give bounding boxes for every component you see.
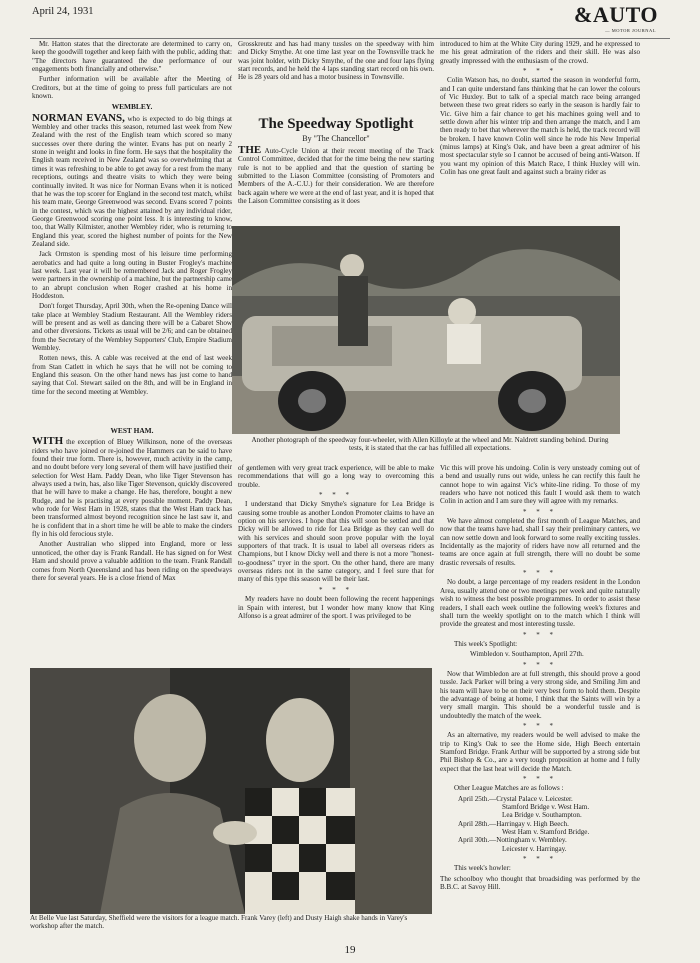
belle-vue-photo-illustration [30, 668, 432, 914]
paragraph: Rotten news, this. A cable was received at the end of last week from Stan Catlett in which he says that he will not be coming to England this season. On the other hand news has just come to hand saying that Col. Stewart sailed on the 8th, and will be in England in time for the second meeting at Wembley. [32, 354, 232, 396]
dropcap-text: WITH [32, 435, 64, 448]
paragraph: As an alternative, my readers would be well advised to make the trip to King's Oak to see the Home side, High Beech entertain Stamford Bridge. Frank Arthur will be supported by a strong side but Phil Bishop & Co., are a very tough proposition at home and I fully expect that the last heat will decide the Match. [440, 731, 640, 773]
column-spotlight-top [440, 40, 640, 224]
paragraph: Mr. Hatton states that the directorate are determined to carry on, keep the goodwill together and keep faith with the public, adding that: "The directors have guaranteed the due performance of our engagements both financially and otherwise." [32, 40, 232, 74]
header-rule [30, 38, 670, 39]
paragraph: introduced to him at the White City during 1929, and he expressed to me his great admiration of the riders and their skill. He was also greatly impressed with the enthusiasm of the crowd. [440, 40, 640, 65]
paragraph: I understand that Dicky Smythe's signature for Lea Bridge is causing some trouble as another London Promoter claims to have an option on his services. I hope that this will soon be settled and that Dicky will be allowed to ride for Lea Bridge as they can well do with his services and should soon prove popular with the loyal supporters of that track. It is usual to label all overseas riders as Champions, but I know Dicky well and there is not a more "honest-to-goodness" tryer in the sport. On the other hand, there are many overseas riders not in the same category, and I feel sure that for many of this type this season will be their last. [238, 500, 434, 584]
photo-caption-belle-vue: At Belle Vue last Saturday, Sheffield were the visitors for a league match. Frank Varey (left) and Dusty Haigh shake hands in Varey's workshop after the match. [30, 914, 408, 931]
section-separator: * * * [523, 855, 557, 864]
section-separator: * * * [319, 491, 353, 500]
section-separator: * * * [523, 721, 557, 730]
column-spotlight-bottom [440, 464, 640, 939]
column-west-ham [32, 424, 232, 649]
howler-heading: This week's howler: [454, 864, 511, 873]
paragraph: WITH the exception of Bluey Wilkinson, none of the overseas riders who have joined or re-joined the Hammers can be said to have found their true form. There is, however, much activity in the camp, and no doubt before very long several of them will have justified their selection for West Ham. Paddy Dean, who like Tiger Stevenson has always used a twin, has, also like Tiger Stevenson, quickly discovered that he will have to make a change. He has, therefore, bought a new Rudge, and he is practising at every possible moment. Paddy Dean, who rode for West Ham in 1928, states that the West Ham track has been transformed almost beyond recognition since he last saw it, and he is confident that in a short time he will be able to make the cinders fly in his old ferocious style. [32, 435, 232, 539]
section-separator: * * * [523, 569, 557, 578]
photo-caption-car: Another photograph of the speedway four-wheeler, with Allen Killoyle at the wheel and Mr. Naldrett standing behind. During tests, it is stated that the car has fulfilled all expectations. [251, 436, 609, 453]
paragraph: Jack Ormston is spending most of his leisure time performing aerobatics and had quite a long outing in Buster Frogley's machine last week. Last year it will be remembered Jack and Roger Frogley were partners in the ownership of a machine, but the partnership came to an abrupt conclusion when Roger crashed at his home in Hoddeston. [32, 250, 232, 300]
issue-date: April 24, 1931 [32, 6, 94, 17]
dropcap-text: NORMAN EVANS, [32, 111, 125, 124]
fixtures-heading: Other League Matches are as follows : [454, 784, 564, 793]
section-separator: * * * [523, 775, 557, 784]
page-number: 19 [344, 944, 356, 956]
spotlight-match: Wimbledon v. Southampton, April 27th. [470, 650, 584, 659]
paragraph: We have almost completed the first month of League Matches, and now that the teams have had, shall I say their preliminary canters, we can now settle down and look forward to some really exciting tussles. Incidentally as the majority of riders have now all returned and the teams are once again at full strength, there will no doubt be some drastic reversals of results. [440, 517, 640, 567]
paragraph: Now that Wimbledon are at full strength, this should prove a good tussle. Jack Parker will bring a very strong side, and Smiling Jim and his team will have to be on their very best form to hold them. Despite the advantage of being at home, I think that the Saints will win by a very small margin. This should be a wonderful tussle and is undoubtedly the match of the week. [440, 669, 640, 720]
paragraph: Vic this will prove his undoing. Colin is very unsteady coming out of a bend and usually runs out wide, unless he can rectify this fault he cannot hope to win against Vic's white-line riding. To those of my readers who have not noticed this fault I would ask them to watch Colin in action and I am sure they will agree with my remarks. [440, 464, 640, 506]
photo-speedway-car [232, 226, 620, 434]
feature-byline: By "The Chancellor" [302, 134, 370, 143]
column-wembley [32, 40, 232, 420]
feature-title: The Speedway Spotlight [258, 116, 414, 132]
magazine-masthead: &AUTO [574, 2, 658, 27]
car-photo-illustration [232, 226, 620, 434]
section-separator: * * * [523, 630, 557, 639]
section-heading-west-ham: WEST HAM. [110, 426, 154, 435]
masthead-subtitle: — MOTOR JOURNAL [605, 28, 656, 33]
paragraph: NORMAN EVANS, who is expected to do big things at Wembley and other tracks this season, returned last week from New Zealand with the rest of the English team which scored so many successes over there during the winter. Evans has put on nearly 2 stone in weight and looks in fine form. He says that the hospitality the English team received in New Zealand was so overwhelming that at times it was refreshing to be able to get away for a rest from the many receptions, outings and theatre visits to which they were being continually invited. It was nice for Norman Evans when it is noticed that he was the top scorer for England in the second test match, whilst his team mate, George Greenwood was second. Evans scored 7 points in the contest, which was the highest attained by any individual rider, George Greenwood scoring one point less. It is interesting to know, too, that Wally Kilmister, another Wembley rider, who is returning to England this year, scored the highest number of points for the New Zealand side. [32, 111, 232, 248]
section-heading-wembley: WEMBLEY. [111, 102, 153, 112]
paragraph: Don't forget Thursday, April 30th, when the Re-opening Dance will take place at Wembley Stadium Restaurant. All the Wembley riders will be present and as well as dancing there will be a Cabaret Show and other diversions. Tickets as usual will be 2/6; and can be obtained from the Secretary of the Wembley Supporters' Club, Empire Stadium Wembley. [32, 302, 232, 353]
section-separator: * * * [523, 507, 557, 516]
section-separator: * * * [523, 660, 557, 669]
paragraph: of gentlemen with very great track experience, will be able to make recommendations that will go a long way to overcoming this trouble. [238, 464, 434, 489]
column-spotlight-middle [238, 464, 434, 654]
fixture-line: Stamford Bridge v. West Ham. [502, 803, 590, 812]
paragraph: Grosskreutz and has had many tussles on the speedway with him and Dicky Smythe. At one time last year on the Townsville track he was joint holder, with Dicky Smythe, of the one and four laps flying start records, and he held the 4 laps standing start record on his own. He is 28 years old and has a motor business in Townsville. [238, 40, 434, 82]
paragraph: Colin Watson has, no doubt, started the season in wonderful form, and I can quite understand fans thinking that he can lower the colours of Vic Huxley. But to talk of a special match race being arranged between these two great riders so early in the season is hardly fair to Vic. Give him a fair chance to get his machines going well and to settle down after his winter trip and then arrange the match, and I am then ready to bet that wherever the match is held, the track record will be broken. I have known Colin well since he rode his New Imperial (minus lamps) at King's Oak, and have been a great admirer of his most spectacular style so I cannot be accused of being anti-Watson. If you want my opinion of this Match Race, I think Huxley will win. Colin has one great fault and against such a brainy rider as [440, 76, 640, 177]
photo-belle-vue [30, 668, 432, 914]
feature-intro [238, 146, 434, 224]
section-separator: * * * [523, 67, 557, 76]
section-separator: * * * [319, 585, 353, 594]
paragraph: Another Australian who slipped into England, more or less unnoticed, the other day is Frank Randall. He has signed on for West Ham and should prove a valuable addition to the team. Frank Randall comes from North Queensland and has been riding on the speedways there for several years. He is a close friend of Max [32, 540, 232, 582]
fixture-line: Lea Bridge v. Southampton. [502, 811, 582, 820]
fixture-line: Leicester v. Harringay. [502, 844, 567, 853]
fixture-line: West Ham v. Stamford Bridge. [502, 828, 590, 837]
paragraph: My readers have no doubt been following the recent happenings in Spain with interest, but I wonder how many know that King Alfonso is a great admirer of the sport. I was privileged to be [238, 595, 434, 620]
fixture-line: April 30th.—Nottingham v. Wembley. [458, 836, 567, 845]
dropcap-text: THE [238, 146, 262, 156]
column-continued [238, 40, 434, 112]
fixture-line: April 25th.—Crystal Palace v. Leicester. [458, 794, 573, 803]
paragraph: No doubt, a large percentage of my readers resident in the London Area, usually attend one or two meetings per week and quite naturally wish to witness the best possible programmes. In order to assist these readers, I shall each week outline the following week's fixtures and shall turn the weekly spotlight on to the match which I think will provide the greatest and most interesting tussle. [440, 578, 640, 629]
paragraph: THE Auto-Cycle Union at their recent meeting of the Track Control Committee, decided that for the time being the new starting rule is not to be applied and that the question of starting be submitted to the Liason Committee (consisting of Promoters and Members of the A.-C.U.) for their consideration. We are therefore back again where we were at the end of last year, and it is hoped that the Laison Committee consisting as it does [238, 146, 434, 206]
howler-text: The schoolboy who thought that broadsiding was performed by the B.B.C. at Savoy Hill. [440, 874, 640, 892]
spotlight-heading: This week's Spotlight: [454, 639, 518, 648]
fixture-line: April 28th.—Harringay v. High Beech. [458, 819, 569, 828]
paragraph: Further information will be available after the Meeting of Creditors, but at the time of going to press full particulars are not known. [32, 75, 232, 101]
